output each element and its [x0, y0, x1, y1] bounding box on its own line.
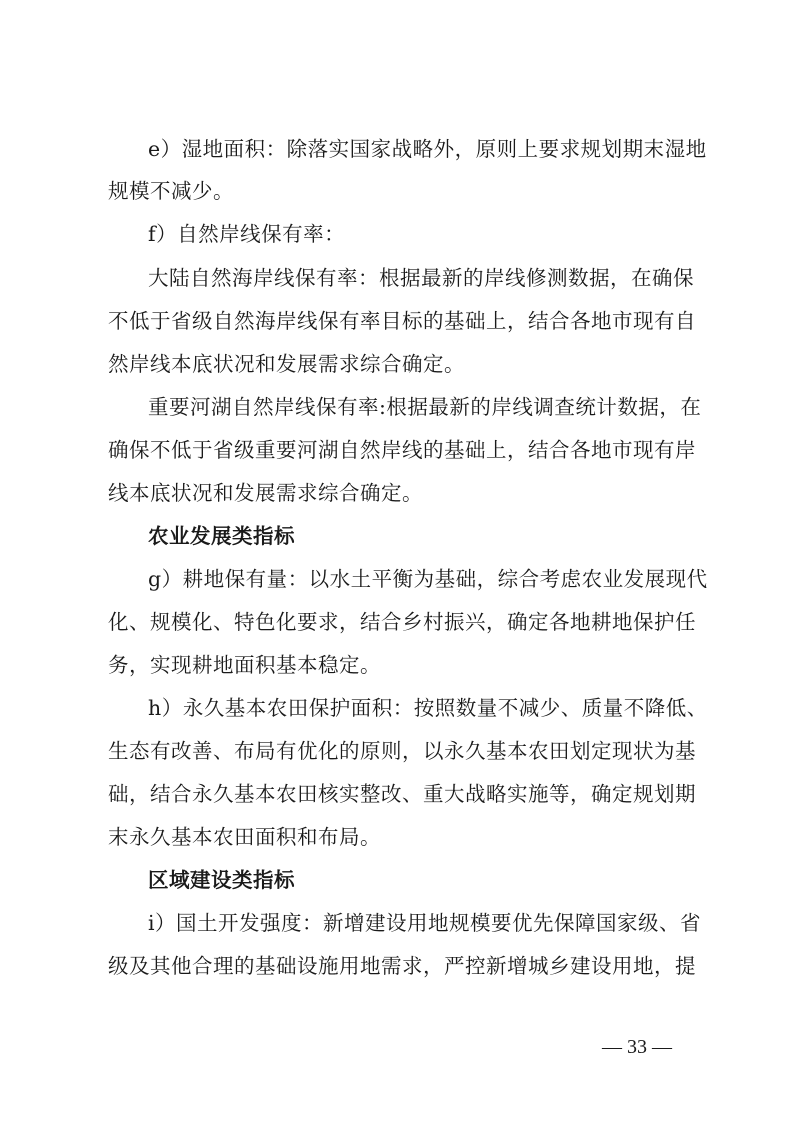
paragraph-e-line-1: e）湿地面积：除落实国家战略外，原则上要求规划期末湿地	[148, 137, 707, 161]
paragraph-f2-line-1: 重要河湖自然岸线保有率:根据最新的岸线调查统计数据，在	[148, 395, 702, 419]
page-number: — 33 —	[602, 1036, 672, 1058]
paragraph-f1-line-2: 不低于省级自然海岸线保有率目标的基础上，结合各地市现有自	[108, 309, 696, 333]
paragraph-h-line-1: h）永久基本农田保护面积：按照数量不减少、质量不降低、	[148, 696, 708, 720]
section-heading-regional-construction: 区域建设类指标	[148, 868, 295, 892]
paragraph-f2-line-3: 线本底状况和发展需求综合确定。	[108, 481, 423, 505]
paragraph-i-line-2: 级及其他合理的基础设施用地需求，严控新增城乡建设用地，提	[108, 954, 696, 978]
paragraph-g-line-2: 化、规模化、特色化要求，结合乡村振兴，确定各地耕地保护任	[108, 610, 696, 634]
paragraph-f1-line-3: 然岸线本底状况和发展需求综合确定。	[108, 352, 465, 376]
paragraph-g-line-1: g）耕地保有量：以水土平衡为基础，综合考虑农业发展现代	[148, 567, 708, 591]
paragraph-f1-line-1: 大陆自然海岸线保有率：根据最新的岸线修测数据，在确保	[148, 266, 694, 290]
paragraph-e-line-2: 规模不减少。	[108, 179, 234, 203]
paragraph-g-line-3: 务，实现耕地面积基本稳定。	[108, 653, 381, 677]
paragraph-h-line-4: 末永久基本农田面积和布局。	[108, 825, 381, 849]
paragraph-h-line-3: 础，结合永久基本农田核实整改、重大战略实施等，确定规划期	[108, 782, 696, 806]
paragraph-f-title: f）自然岸线保有率：	[148, 222, 346, 246]
paragraph-h-line-2: 生态有改善、布局有优化的原则，以永久基本农田划定现状为基	[108, 739, 696, 763]
section-heading-agriculture: 农业发展类指标	[148, 524, 295, 548]
paragraph-f2-line-2: 确保不低于省级重要河湖自然岸线的基础上，结合各地市现有岸	[108, 438, 696, 462]
paragraph-i-line-1: i）国土开发强度：新增建设用地规模要优先保障国家级、省	[148, 911, 702, 935]
